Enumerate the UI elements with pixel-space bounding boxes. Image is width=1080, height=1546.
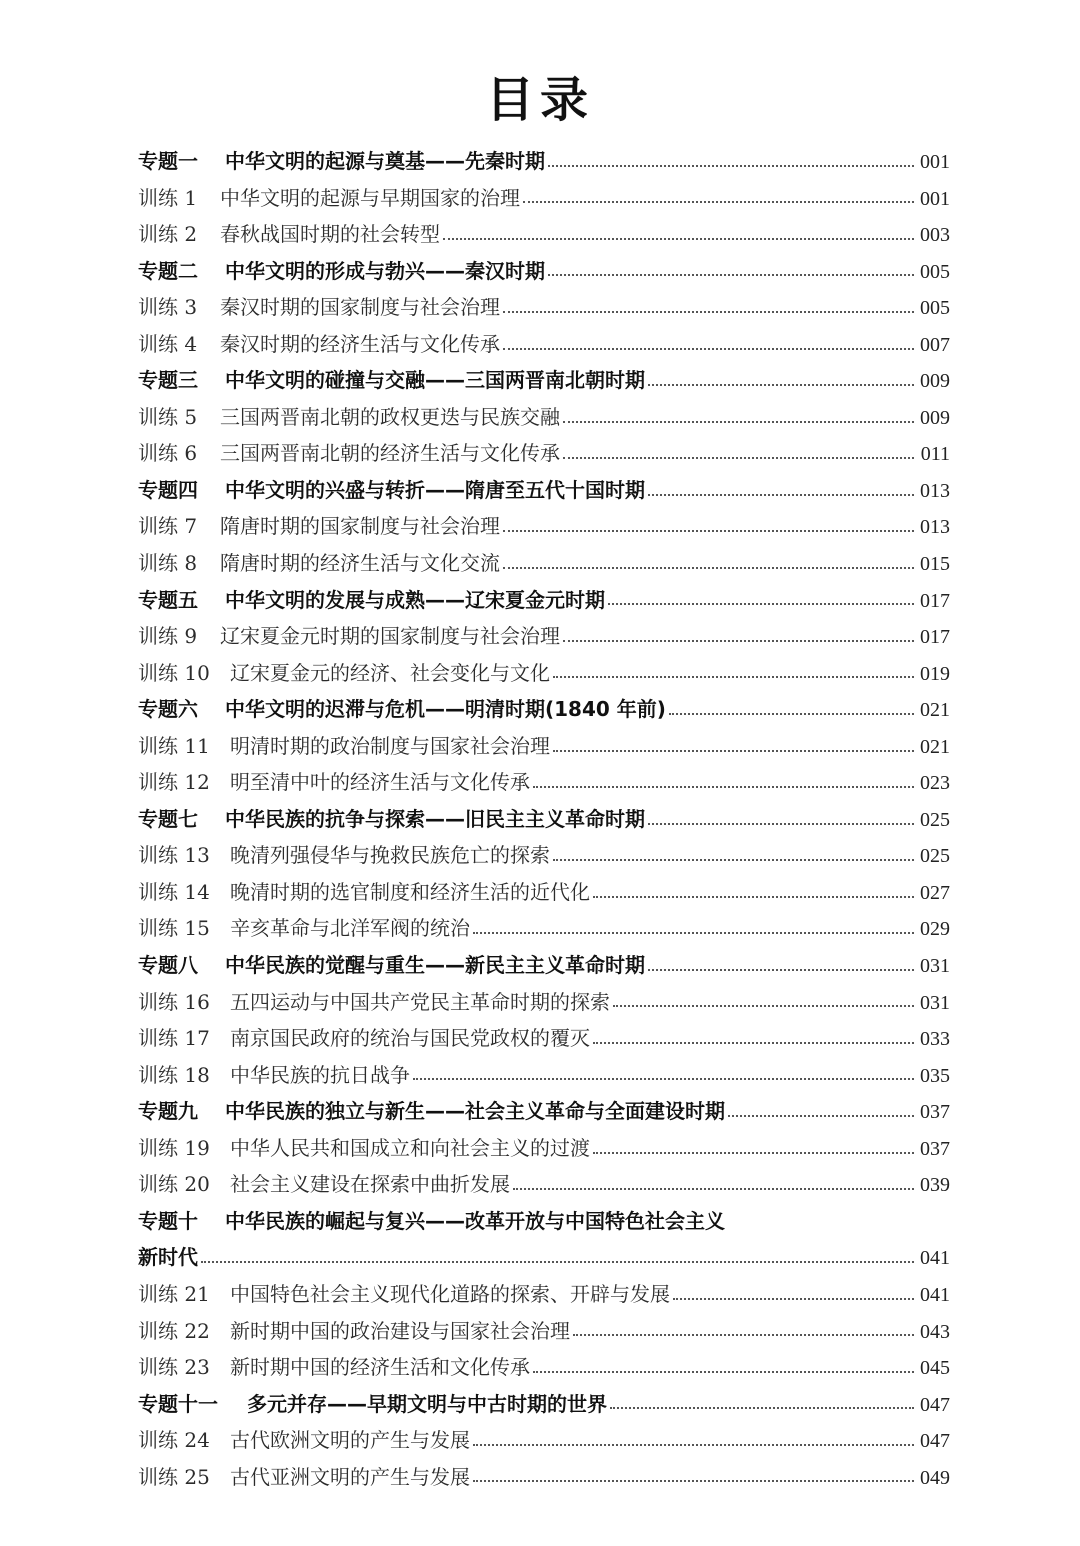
page-number: 011 bbox=[920, 443, 950, 466]
entry-title: 中国特色社会主义现代化道路的探索、开辟与发展 bbox=[230, 1281, 670, 1306]
entry-label: 专题五 bbox=[138, 587, 198, 612]
page-number: 047 bbox=[920, 1393, 950, 1416]
entry-label: 专题二 bbox=[138, 258, 198, 283]
page-number: 007 bbox=[920, 333, 950, 356]
toc-topic-entry[interactable] bbox=[138, 582, 950, 619]
toc-training-entry[interactable] bbox=[138, 728, 950, 765]
entry-label: 训练 21 bbox=[138, 1281, 210, 1306]
page-number: 043 bbox=[920, 1320, 950, 1343]
entry-title: 多元并存——早期文明与中古时期的世界 bbox=[247, 1391, 607, 1416]
dot-leader bbox=[513, 1187, 914, 1190]
toc-training-entry[interactable] bbox=[138, 1166, 950, 1203]
page-number: 029 bbox=[920, 918, 950, 941]
entry-title: 春秋战国时期的社会转型 bbox=[220, 222, 440, 247]
toc-training-entry[interactable] bbox=[138, 326, 950, 363]
toc-training-entry[interactable] bbox=[138, 1020, 950, 1057]
entry-label: 训练 4 bbox=[138, 331, 198, 356]
entry-label: 专题七 bbox=[138, 806, 198, 831]
toc-topic-entry[interactable] bbox=[138, 801, 950, 838]
page-number: 039 bbox=[920, 1174, 950, 1197]
entry-title: 中华民族的觉醒与重生——新民主主义革命时期 bbox=[225, 953, 645, 978]
page-number: 041 bbox=[920, 1283, 950, 1306]
dot-leader bbox=[610, 1406, 914, 1409]
page-number: 005 bbox=[920, 260, 950, 283]
toc-training-entry[interactable] bbox=[138, 910, 950, 947]
toc-training-entry[interactable] bbox=[138, 399, 950, 436]
toc-topic-entry[interactable] bbox=[138, 1239, 950, 1276]
dot-leader bbox=[533, 1370, 914, 1373]
dot-leader bbox=[553, 675, 914, 678]
toc-training-entry[interactable] bbox=[138, 180, 950, 217]
entry-label: 专题三 bbox=[138, 368, 198, 393]
page-number: 037 bbox=[920, 1101, 950, 1124]
entry-title: 南京国民政府的统治与国民党政权的覆灭 bbox=[230, 1026, 590, 1051]
entry-title: 中华文明的兴盛与转折——隋唐至五代十国时期 bbox=[225, 477, 645, 502]
toc-topic-entry[interactable] bbox=[138, 947, 950, 984]
toc-training-entry[interactable] bbox=[138, 984, 950, 1021]
dot-leader bbox=[673, 1297, 914, 1300]
entry-label: 专题八 bbox=[138, 953, 198, 978]
entry-label: 训练 22 bbox=[138, 1318, 210, 1343]
dot-leader bbox=[533, 785, 914, 788]
dot-leader bbox=[473, 1479, 914, 1482]
entry-label: 训练 5 bbox=[138, 404, 198, 429]
dot-leader bbox=[648, 822, 914, 825]
entry-title: 中华文明的发展与成熟——辽宋夏金元时期 bbox=[225, 587, 605, 612]
toc-training-entry[interactable] bbox=[138, 1313, 950, 1350]
page-number: 041 bbox=[920, 1247, 950, 1270]
toc-training-entry[interactable] bbox=[138, 508, 950, 545]
entry-label: 训练 1 bbox=[138, 185, 198, 210]
entry-title: 中华民族的抗日战争 bbox=[230, 1062, 410, 1087]
toc-training-entry[interactable] bbox=[138, 1349, 950, 1386]
dot-leader bbox=[613, 1004, 914, 1007]
page-number: 033 bbox=[920, 1028, 950, 1051]
entry-title: 新时代 bbox=[138, 1245, 198, 1270]
entry-title: 新时期中国的经济生活和文化传承 bbox=[230, 1355, 530, 1380]
page-number: 005 bbox=[920, 297, 950, 320]
dot-leader bbox=[503, 529, 914, 532]
page-number: 037 bbox=[920, 1137, 950, 1160]
toc-training-entry[interactable] bbox=[138, 874, 950, 911]
page-number: 023 bbox=[920, 772, 950, 795]
entry-title: 中华民族的抗争与探索——旧民主主义革命时期 bbox=[225, 806, 645, 831]
page-number: 001 bbox=[920, 151, 950, 173]
entry-label: 训练 10 bbox=[138, 660, 210, 685]
dot-leader bbox=[563, 639, 914, 642]
dot-leader bbox=[573, 1333, 914, 1336]
entry-label: 训练 12 bbox=[138, 770, 210, 795]
dot-leader bbox=[503, 310, 914, 313]
entry-label: 训练 14 bbox=[138, 879, 210, 904]
entry-label: 训练 23 bbox=[138, 1355, 210, 1380]
dot-leader bbox=[548, 273, 914, 276]
dot-leader bbox=[473, 1443, 914, 1446]
entry-label: 训练 6 bbox=[138, 441, 198, 466]
dot-leader bbox=[553, 858, 914, 861]
entry-label: 训练 19 bbox=[138, 1135, 210, 1160]
toc-training-entry[interactable] bbox=[138, 545, 950, 582]
dot-leader bbox=[648, 968, 914, 971]
toc-training-entry[interactable] bbox=[138, 1459, 950, 1496]
entry-title: 新时期中国的政治建设与国家社会治理 bbox=[230, 1318, 570, 1343]
page-number: 017 bbox=[920, 626, 950, 649]
entry-label: 训练 8 bbox=[138, 551, 198, 576]
toc-topic-entry[interactable] bbox=[138, 1386, 950, 1423]
entry-title: 晚清列强侵华与挽救民族危亡的探索 bbox=[230, 843, 550, 868]
dot-leader bbox=[201, 1260, 914, 1263]
page-number: 009 bbox=[920, 406, 950, 429]
dot-leader bbox=[523, 200, 914, 203]
dot-leader bbox=[443, 237, 914, 240]
page-number: 009 bbox=[920, 370, 950, 393]
page-number: 021 bbox=[920, 699, 950, 722]
page-number: 001 bbox=[920, 187, 950, 210]
toc-topic-entry[interactable] bbox=[138, 472, 950, 509]
dot-leader bbox=[413, 1077, 914, 1080]
dot-leader bbox=[669, 712, 914, 715]
entry-title: 明至清中叶的经济生活与文化传承 bbox=[230, 770, 530, 795]
entry-title: 秦汉时期的经济生活与文化传承 bbox=[220, 331, 500, 356]
entry-label: 训练 16 bbox=[138, 989, 210, 1014]
entry-label: 训练 9 bbox=[138, 624, 198, 649]
entry-label: 专题九 bbox=[138, 1099, 198, 1124]
entry-title: 五四运动与中国共产党民主革命时期的探索 bbox=[230, 989, 610, 1014]
toc-training-entry[interactable] bbox=[138, 1276, 950, 1313]
dot-leader bbox=[593, 1041, 914, 1044]
toc-topic-entry[interactable] bbox=[138, 1093, 950, 1130]
entry-label: 训练 3 bbox=[138, 295, 198, 320]
entry-label: 训练 24 bbox=[138, 1428, 210, 1453]
entry-title: 中华民族的崛起与复兴——改革开放与中国特色社会主义 bbox=[225, 1208, 725, 1233]
toc-topic-entry[interactable] bbox=[138, 362, 950, 399]
entry-title: 秦汉时期的国家制度与社会治理 bbox=[220, 295, 500, 320]
dot-leader bbox=[553, 749, 914, 752]
dot-leader bbox=[473, 931, 914, 934]
page-number: 003 bbox=[920, 224, 950, 247]
page-title: 目录 bbox=[485, 72, 594, 128]
page-number: 031 bbox=[920, 991, 950, 1014]
entry-title: 明清时期的政治制度与国家社会治理 bbox=[230, 733, 550, 758]
entry-label: 训练 17 bbox=[138, 1026, 210, 1051]
page-number: 021 bbox=[920, 735, 950, 758]
entry-title: 隋唐时期的国家制度与社会治理 bbox=[220, 514, 500, 539]
entry-title: 辛亥革命与北洋军阀的统治 bbox=[230, 916, 470, 941]
dot-leader bbox=[563, 456, 914, 459]
page-number: 045 bbox=[920, 1357, 950, 1380]
toc-topic-entry[interactable] bbox=[138, 691, 950, 728]
entry-title: 中华文明的起源与奠基——先秦时期 bbox=[225, 149, 545, 173]
entry-title: 辽宋夏金元的经济、社会变化与文化 bbox=[230, 660, 550, 685]
entry-title: 古代亚洲文明的产生与发展 bbox=[230, 1464, 470, 1489]
entry-label: 训练 18 bbox=[138, 1062, 210, 1087]
entry-title: 三国两晋南北朝的政权更迭与民族交融 bbox=[220, 404, 560, 429]
toc-training-entry[interactable] bbox=[138, 764, 950, 801]
entry-label: 训练 7 bbox=[138, 514, 198, 539]
toc-training-entry[interactable] bbox=[138, 1130, 950, 1167]
entry-label: 训练 13 bbox=[138, 843, 210, 868]
page-number: 049 bbox=[920, 1466, 950, 1489]
page-number: 027 bbox=[920, 881, 950, 904]
dot-leader bbox=[593, 1151, 914, 1154]
toc-topic-entry[interactable] bbox=[138, 143, 950, 180]
toc-training-entry[interactable] bbox=[138, 289, 950, 326]
page-number: 025 bbox=[920, 845, 950, 868]
entry-label: 专题十一 bbox=[138, 1391, 218, 1416]
page-number: 015 bbox=[920, 553, 950, 576]
entry-title: 中华民族的独立与新生——社会主义革命与全面建设时期 bbox=[225, 1099, 725, 1124]
toc-training-entry[interactable] bbox=[138, 216, 950, 253]
entry-title: 三国两晋南北朝的经济生活与文化传承 bbox=[220, 441, 560, 466]
dot-leader bbox=[648, 383, 914, 386]
entry-label: 训练 15 bbox=[138, 916, 210, 941]
entry-title: 隋唐时期的经济生活与文化交流 bbox=[220, 551, 500, 576]
toc-training-entry[interactable] bbox=[138, 655, 950, 692]
entry-title: 中华文明的形成与勃兴——秦汉时期 bbox=[225, 258, 545, 283]
entry-label: 训练 11 bbox=[138, 733, 210, 758]
toc-topic-entry[interactable] bbox=[138, 1203, 950, 1240]
dot-leader bbox=[648, 493, 914, 496]
toc-training-entry[interactable] bbox=[138, 1057, 950, 1094]
entry-label: 训练 2 bbox=[138, 222, 198, 247]
entry-title: 晚清时期的选官制度和经济生活的近代化 bbox=[230, 879, 590, 904]
toc-training-entry[interactable] bbox=[138, 1422, 950, 1459]
dot-leader bbox=[548, 164, 914, 167]
page-number: 031 bbox=[920, 955, 950, 978]
toc-topic-entry[interactable] bbox=[138, 253, 950, 290]
dot-leader bbox=[608, 602, 914, 605]
entry-title: 社会主义建设在探索中曲折发展 bbox=[230, 1172, 510, 1197]
page-number: 047 bbox=[920, 1430, 950, 1453]
table-of-contents bbox=[138, 143, 950, 1495]
page-number: 019 bbox=[920, 662, 950, 685]
entry-label: 专题六 bbox=[138, 697, 198, 722]
entry-title: 中华文明的迟滞与危机——明清时期(1840 年前) bbox=[225, 697, 666, 722]
dot-leader bbox=[593, 895, 914, 898]
entry-label: 专题十 bbox=[138, 1208, 198, 1233]
page-number: 013 bbox=[920, 516, 950, 539]
entry-title: 中华文明的起源与早期国家的治理 bbox=[220, 185, 520, 210]
dot-leader bbox=[563, 420, 914, 423]
entry-label: 专题四 bbox=[138, 477, 198, 502]
toc-training-entry[interactable] bbox=[138, 618, 950, 655]
dot-leader bbox=[503, 566, 914, 569]
entry-title: 中华文明的碰撞与交融——三国两晋南北朝时期 bbox=[225, 368, 645, 393]
toc-training-entry[interactable] bbox=[138, 435, 950, 472]
page-number: 035 bbox=[920, 1064, 950, 1087]
entry-title: 古代欧洲文明的产生与发展 bbox=[230, 1428, 470, 1453]
page-number: 025 bbox=[920, 808, 950, 831]
entry-label: 训练 20 bbox=[138, 1172, 210, 1197]
page-number: 017 bbox=[920, 589, 950, 612]
entry-label: 训练 25 bbox=[138, 1464, 210, 1489]
entry-label: 专题一 bbox=[138, 149, 198, 173]
entry-title: 辽宋夏金元时期的国家制度与社会治理 bbox=[220, 624, 560, 649]
dot-leader bbox=[728, 1114, 914, 1117]
toc-training-entry[interactable] bbox=[138, 837, 950, 874]
dot-leader bbox=[503, 347, 914, 350]
entry-title: 中华人民共和国成立和向社会主义的过渡 bbox=[230, 1135, 590, 1160]
page-number: 013 bbox=[920, 479, 950, 502]
